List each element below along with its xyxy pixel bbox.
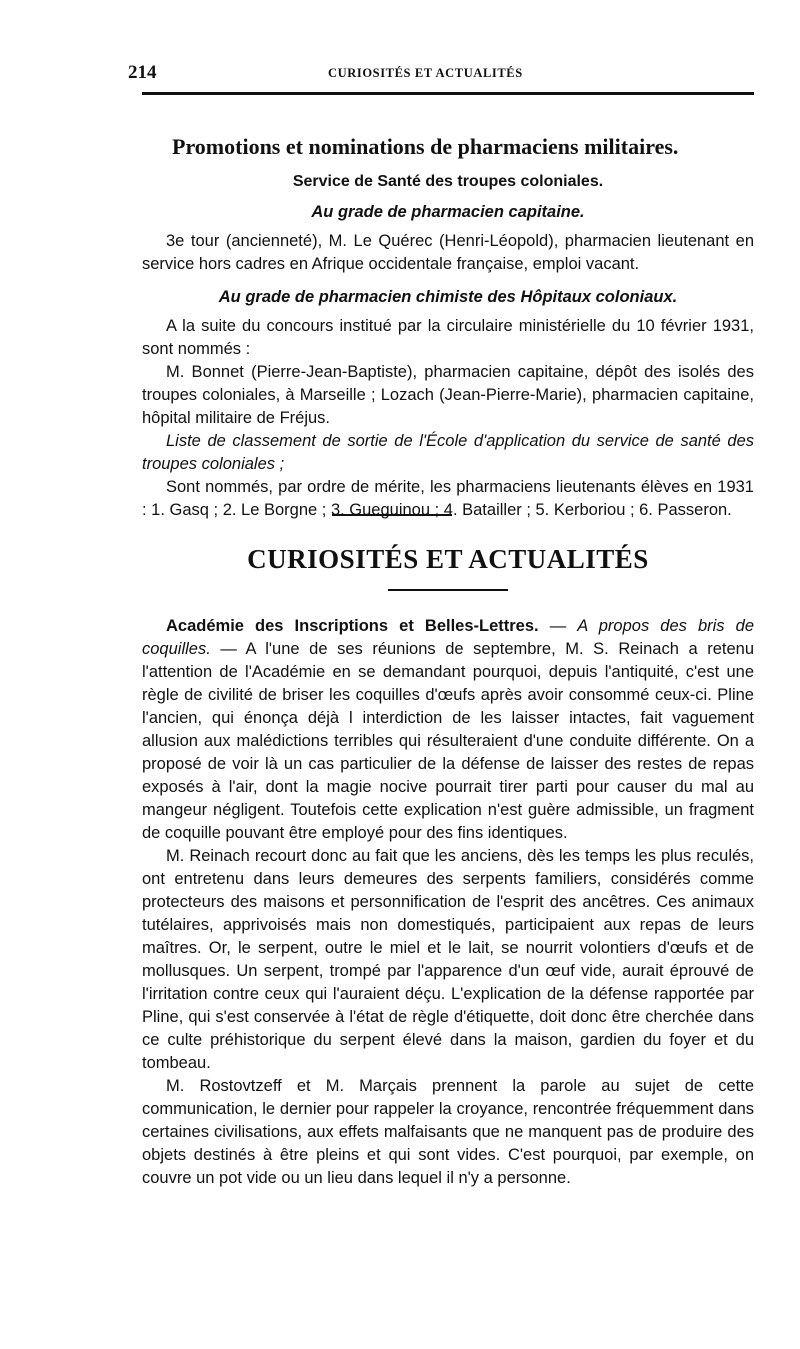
grade-heading-chimiste: Au grade de pharmacien chimiste des Hôpitaux coloniaux. xyxy=(218,288,678,306)
paragraph-academie-text: — A l'une de ses réunions de septembre, M. S. Reinach a retenu l'attention de l'Académie en se demandant pourquoi, depuis l'antiquité, c'est une règle de civilité de briser les coquilles d'œufs après avoir consommé ceux-ci. Pline l'ancien, qui énonça déjà l interdiction de les laisser intactes, fait vaguement allusion aux malédictions terribles qui résulteraient d'une conduite différente. On a proposé de voir là un cas particulier de la défense de laisser des restes de repas exposés à l'air, dont la magie nocive pourrait tirer parti pour causer du mal au mangeur négligent. Toutefois cette explication n'est guère admissible, un fragment de coquille pouvant être employé pour des fins identiques. xyxy=(142,640,754,842)
paragraph-reinach: M. Reinach recourt donc au fait que les anciens, dès les temps les plus reculés, ont entretenu dans leurs demeures des serpents familiers, considérés comme protecteurs des maisons et personnification de l'esprit des ancêtres. Ces animaux tutélaires, apprivoisés mais non domestiqués, participaient aux repas de leurs maîtres. Or, le serpent, outre le miel et le lait, se nourrit volontiers d'œufs et de mollusques. Un serpent, trompé par l'apparence d'un œuf vide, aurait éprouvé de l'irritation contre ceux qui l'auraient déçu. L'explication de la défense rapportée par Pline, qui s'est conservée à l'état de règle d'étiquette, doit donc être cherchée dans ce culte préhistorique du serpent élevé dans la maison, gardien du foyer et du tombeau. xyxy=(142,847,754,1072)
section-title-promotions: Promotions et nominations de pharmaciens militaires. xyxy=(172,134,679,159)
paragraph-rostovtzeff: M. Rostovtzeff et M. Marçais prennent la parole au sujet de cette communication, le dernier pour rappeler la croyance, rencontrée fréquemment dans certaines civilisations, aux effets malfaisants que ne manquent pas de produire des objets destinés à être pleins et qui sont vides. C'est pourquoi, par exemple, on couvre un pot vide ou un lieu dans lequel il n'y a personne. xyxy=(142,1077,754,1187)
grade-heading-capitaine: Au grade de pharmacien capitaine. xyxy=(311,203,585,221)
paragraph-academie xyxy=(142,615,754,845)
title-underline-rule xyxy=(388,589,508,591)
lead-heading: Académie des Inscriptions et Belles-Lettres. xyxy=(166,617,539,635)
lead-subject: A propos des bris de coquilles. xyxy=(142,617,754,658)
lead-dash: — xyxy=(538,617,578,635)
promotions-section xyxy=(142,133,754,522)
service-heading: Service de Santé des troupes coloniales. xyxy=(292,173,604,190)
paragraph-ordre-merite: Sont nommés, par ordre de mérite, les pharmaciens lieutenants élèves en 1931 : 1. Gasq ; 2. Le Borgne ; 3. Gueguinou ; 4. Batailler ; 5. Kerboriou ; 6. Passeron. xyxy=(142,478,754,519)
running-title: CURIOSITÉS ET ACTUALITÉS xyxy=(328,66,523,80)
running-header xyxy=(128,58,754,95)
paragraph-nommes: M. Bonnet (Pierre-Jean-Baptiste), pharmacien capitaine, dépôt des isolés des troupes coloniales, à Marseille ; Lozach (Jean-Pierre-Marie), pharmacien capitaine, hôpital militaire de Fréjus. xyxy=(142,363,754,427)
curiosites-section xyxy=(142,544,754,1190)
paragraph-liste-classement: Liste de classement de sortie de l'École d'application du service de santé des troupes coloniales ; xyxy=(142,432,754,473)
page xyxy=(128,58,754,1190)
section-title-curiosites: CURIOSITÉS ET ACTUALITÉS xyxy=(247,544,649,574)
paragraph-le-querec: 3e tour (ancienneté), M. Le Quérec (Henri-Léopold), pharmacien lieutenant en service hors cadres en Afrique occidentale française, emploi vacant. xyxy=(142,232,754,273)
page-number: 214 xyxy=(128,62,157,83)
paragraph-concours: A la suite du concours institué par la circulaire ministérielle du 10 février 1931, sont nommés : xyxy=(142,317,754,358)
